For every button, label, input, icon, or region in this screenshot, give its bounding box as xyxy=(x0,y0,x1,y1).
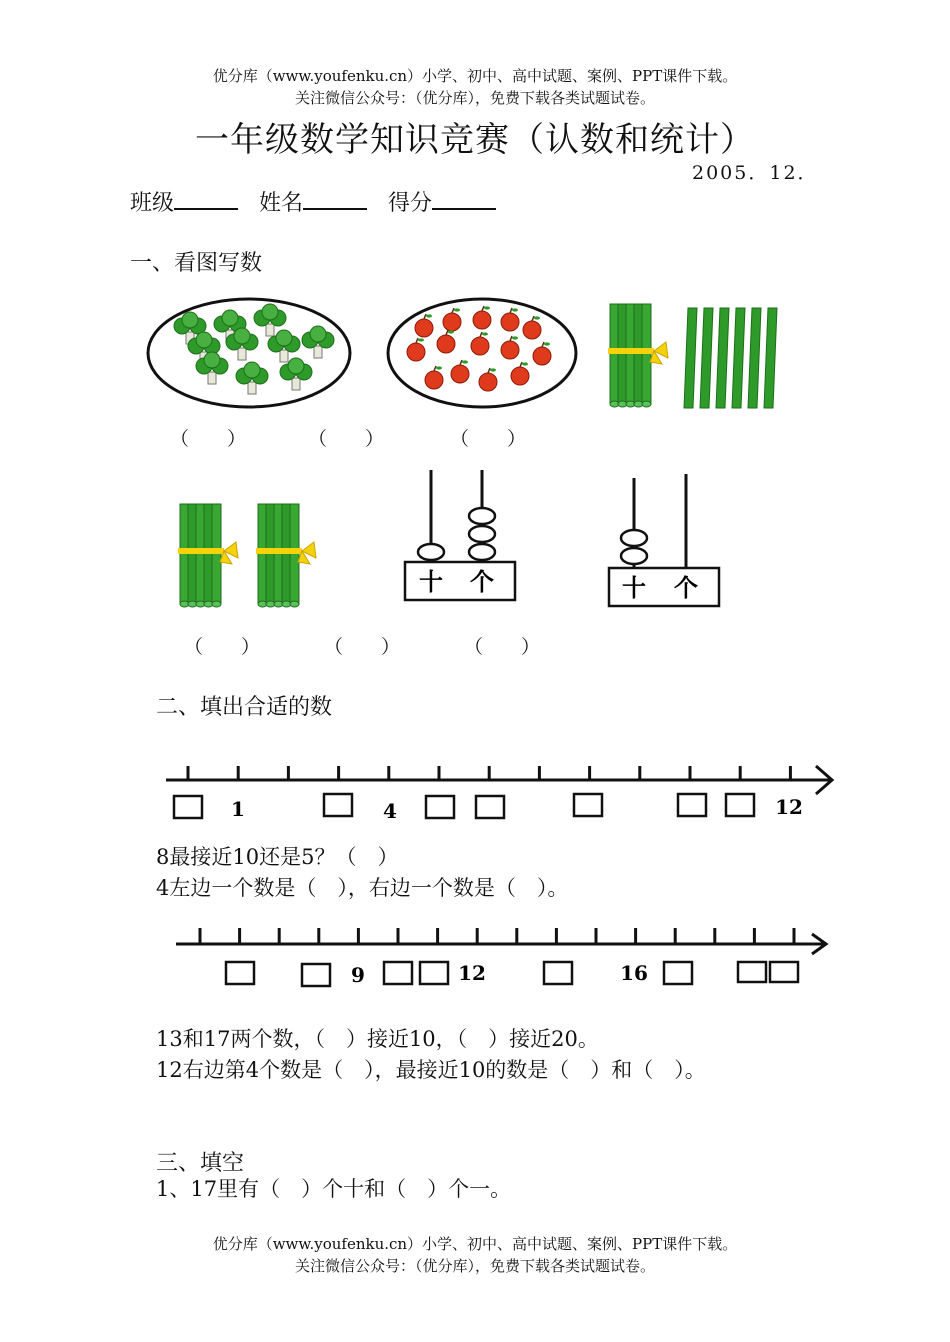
answer-box[interactable] xyxy=(324,794,352,816)
stick-bundle-icon xyxy=(256,504,316,607)
abacus-bead xyxy=(469,526,495,542)
answer-box[interactable] xyxy=(738,962,766,982)
question-2-1: 8最接近10还是5？（ ） xyxy=(156,845,399,869)
answer-blank-3[interactable]: （ ） xyxy=(450,428,527,450)
answer-box[interactable] xyxy=(678,794,706,816)
abacus-bead xyxy=(469,544,495,560)
score-label: 得分 xyxy=(388,191,433,216)
footer-line-2: 关注微信公众号：（优分库），免费下载各类试题试卷。 xyxy=(294,1257,655,1275)
page-title: 一年级数学知识竞赛（认数和统计） xyxy=(195,120,755,160)
answer-box[interactable] xyxy=(174,796,202,818)
answer-box[interactable] xyxy=(384,962,412,984)
header-line-1: 优分库（www.youfenku.cn）小学、初中、高中试题、案例、PPT课件下载。 xyxy=(212,67,738,85)
section1-heading: 一、看图写数 xyxy=(130,251,263,276)
question-2-4: 12右边第4个数是（ ），最接近10的数是（ ）和（ ）。 xyxy=(156,1058,706,1082)
number-line-2-label: 16 xyxy=(620,961,648,985)
number-line-1 xyxy=(160,760,840,830)
answer-box[interactable] xyxy=(476,796,504,818)
class-blank[interactable] xyxy=(174,188,238,210)
abacus-1-image xyxy=(402,464,520,604)
name-blank[interactable] xyxy=(303,188,367,210)
answer-box[interactable] xyxy=(726,794,754,816)
single-sticks-icon xyxy=(684,308,777,408)
abacus-2-image xyxy=(606,472,724,612)
number-line-2 xyxy=(170,926,840,992)
answer-box[interactable] xyxy=(574,794,602,816)
answer-blank-5[interactable]: （ ） xyxy=(324,636,401,658)
answer-blank-4[interactable]: （ ） xyxy=(184,636,261,658)
name-label: 姓名 xyxy=(259,191,304,216)
answer-box[interactable] xyxy=(226,962,254,984)
two-stick-bundles-image xyxy=(172,500,332,614)
number-line-1-label: 1 xyxy=(231,797,245,821)
stick-icon xyxy=(716,308,729,408)
abacus-2-ones-label: 个 xyxy=(674,574,698,602)
stick-icon xyxy=(700,308,713,408)
stick-icon xyxy=(748,308,761,408)
answer-box[interactable] xyxy=(420,962,448,984)
answer-box[interactable] xyxy=(544,962,572,984)
stick-bundle-icon xyxy=(178,504,238,607)
abacus-bead xyxy=(621,530,647,546)
answer-blank-6[interactable]: （ ） xyxy=(464,636,541,658)
stick-icon xyxy=(732,308,745,408)
answer-box[interactable] xyxy=(426,796,454,818)
abacus-bead xyxy=(418,544,444,560)
number-line-1-label: 4 xyxy=(383,799,397,823)
answer-box[interactable] xyxy=(770,962,798,982)
apple-plate-image xyxy=(386,296,578,410)
answer-blank-1[interactable]: （ ） xyxy=(170,428,247,450)
abacus-1-ones-label: 个 xyxy=(470,568,494,596)
abacus-1-tens-label: 十 xyxy=(419,568,443,596)
header-line-2: 关注微信公众号：（优分库），免费下载各类试题试卷。 xyxy=(294,89,655,107)
number-line-2-label: 12 xyxy=(458,961,486,985)
section2-heading: 二、填出合适的数 xyxy=(156,695,333,720)
answer-blank-2[interactable]: （ ） xyxy=(308,428,385,450)
question-2-2: 4左边一个数是（ ），右边一个数是（ ）。 xyxy=(156,876,569,900)
question-3-1: 1、17里有（ ）个十和（ ）个一。 xyxy=(156,1177,512,1201)
vegetable-plate-image xyxy=(146,296,352,410)
stick-bundle-and-singles-image xyxy=(600,300,800,412)
answer-box[interactable] xyxy=(664,962,692,984)
footer-line-1: 优分库（www.youfenku.cn）小学、初中、高中试题、案例、PPT课件下载。 xyxy=(212,1235,738,1253)
number-line-2-label: 9 xyxy=(351,963,365,987)
abacus-bead xyxy=(621,548,647,564)
abacus-bead xyxy=(469,508,495,524)
stick-icon xyxy=(684,308,697,408)
stick-icon xyxy=(764,308,777,408)
date: 2005．12． xyxy=(692,162,819,184)
class-label: 班级 xyxy=(130,191,175,216)
abacus-2-tens-label: 十 xyxy=(622,574,646,602)
section3-heading: 三、填空 xyxy=(156,1151,245,1176)
score-blank[interactable] xyxy=(432,188,496,210)
answer-box[interactable] xyxy=(302,964,330,986)
number-line-1-label: 12 xyxy=(775,795,803,819)
student-fields xyxy=(130,186,496,217)
stick-bundle-icon xyxy=(608,304,668,407)
question-2-3: 13和17两个数，（ ）接近10，（ ）接近20。 xyxy=(156,1027,599,1051)
